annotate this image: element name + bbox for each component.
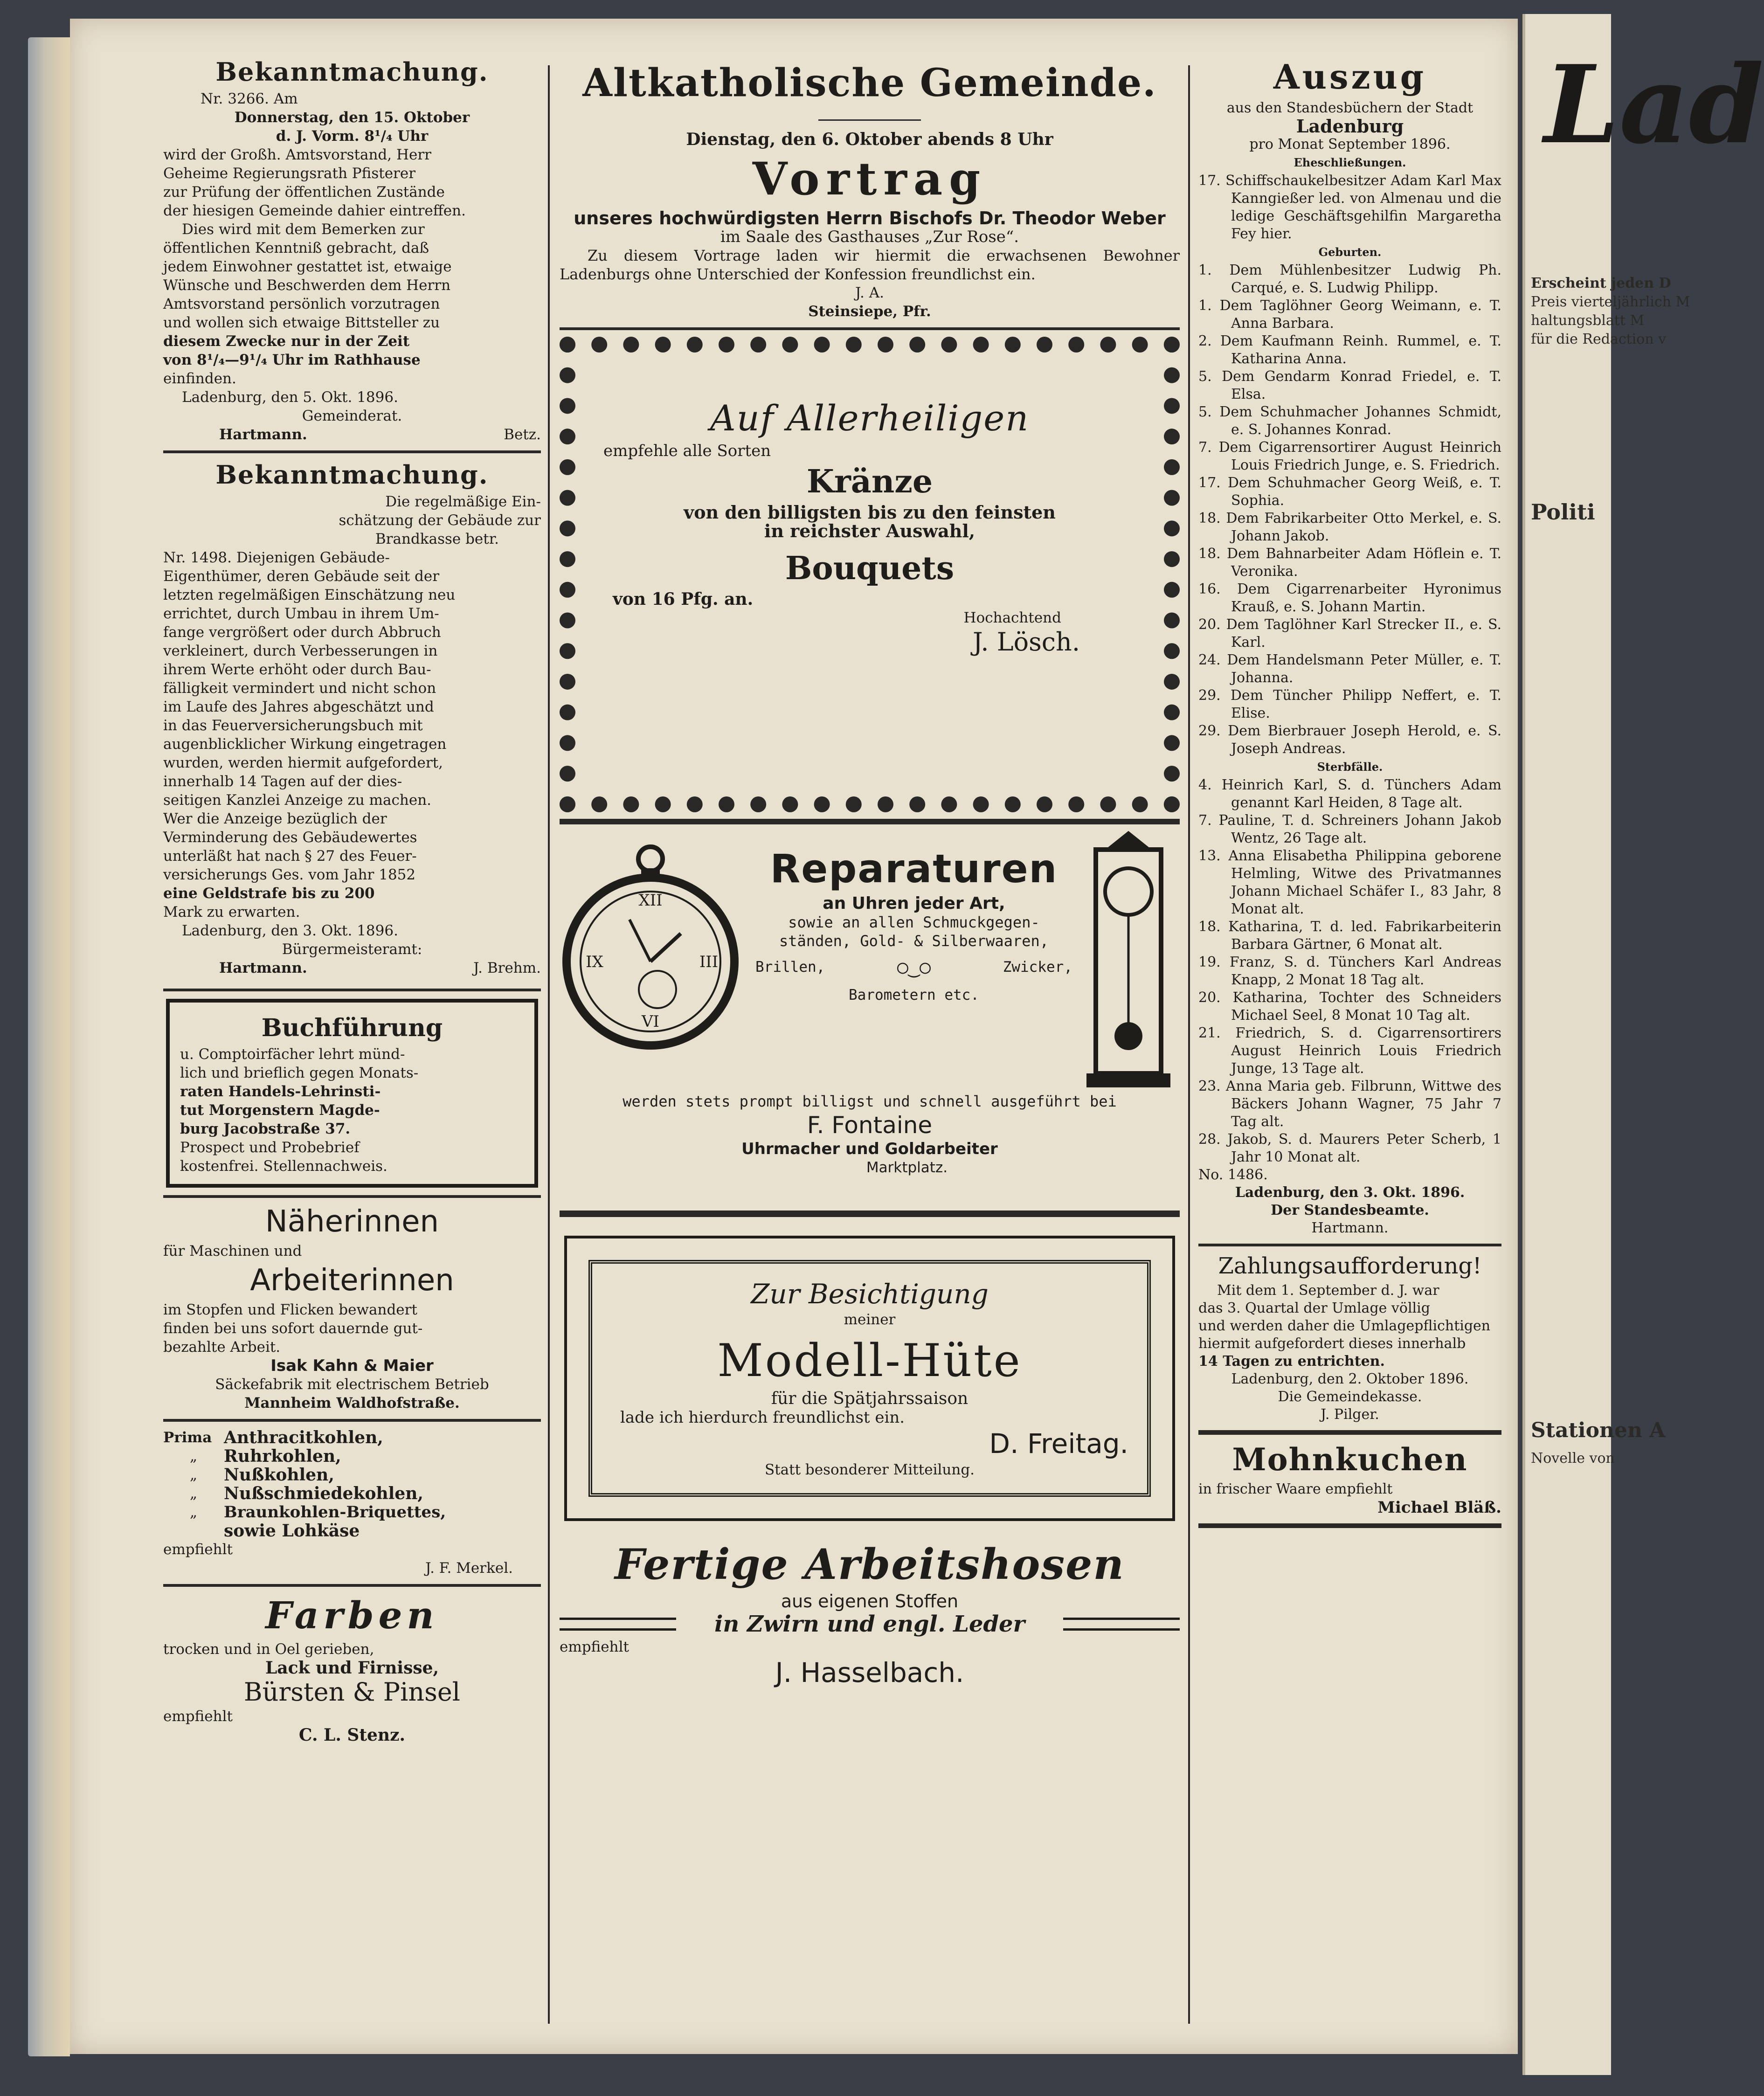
notice-line: einfinden.: [163, 370, 236, 387]
text-fragment: Novelle von: [1531, 1450, 1615, 1467]
notice-date: Ladenburg, den 2. Oktober 1896.: [1231, 1371, 1469, 1387]
ad-line: empfiehlt: [163, 1541, 233, 1558]
notice-line: Wer die Anzeige bezüglich der: [163, 810, 387, 827]
divider: [560, 1211, 1180, 1217]
notice-zahlungsaufforderung: [1198, 1253, 1501, 1424]
register-entry: 28. Jakob, S. d. Maurers Peter Scherb, 1 Jahr 10 Monat alt.: [1198, 1131, 1501, 1165]
notice-line: seitigen Kanzlei Anzeige zu machen.: [163, 792, 432, 809]
section-office: Der Standesbeamte.: [1271, 1202, 1429, 1218]
register-entry: 18. Katharina, T. d. led. Fabrikarbeiterin Barbara Gärtner, 6 Monat alt.: [1198, 919, 1501, 953]
ad-item: Anthracitkohlen,: [224, 1428, 383, 1447]
svg-text:VI: VI: [642, 1012, 659, 1031]
register-entry: 7. Dem Cigarrensortirer August Heinrich Louis Friedrich Junge, e. S. Friedrich.: [1198, 439, 1501, 473]
ad-line: Uhrmacher und Goldarbeiter: [741, 1140, 998, 1158]
notice-line: zur Prüfung der öffentlichen Zustände: [163, 184, 445, 201]
notice-line: das 3. Quartal der Umlage völlig: [1198, 1300, 1430, 1316]
notice-title: Bekanntmachung.: [215, 57, 489, 87]
notice-line: wird der Großh. Amtsvorstand, Herr: [163, 146, 431, 163]
register-entry: 19. Franz, S. d. Tünchers Karl Andreas Knapp, 2 Monat 18 Tag alt.: [1198, 954, 1501, 988]
ad-line: burg Jacobstraße 37.: [180, 1121, 351, 1137]
text-fragment: haltungsblatt M: [1531, 312, 1645, 329]
ad-line: Hochachtend: [963, 609, 1061, 626]
section-heading: Eheschließungen.: [1294, 156, 1406, 169]
ad-item: Nußschmiedekohlen,: [224, 1484, 423, 1503]
section-heading: Sterbfälle.: [1317, 760, 1383, 774]
notice-line: eine Geldstrafe bis zu 200: [163, 885, 375, 902]
section-title: Auszug: [1273, 57, 1427, 97]
text-fragment: Politi: [1531, 499, 1595, 525]
ad-line: unseres hochwürdigsten Herrn Bischofs Dr. Theodor Weber: [574, 208, 1166, 228]
ad-line: lade ich hierdurch freundlichst ein.: [620, 1408, 905, 1427]
ad-line: Prima: [163, 1429, 212, 1446]
ad-title: Fertige Arbeitshosen: [615, 1540, 1125, 1589]
divider: [163, 1195, 541, 1198]
notice-line: Mark zu erwarten.: [163, 904, 300, 920]
ad-item: Nußkohlen,: [224, 1465, 334, 1485]
notice-line: letzten regelmäßigen Einschätzung neu: [163, 587, 456, 603]
column-rule-left: [548, 65, 550, 2024]
ad-title: Modell-Hüte: [717, 1335, 1022, 1387]
notice-line: Nr. 1498. Diejenigen Gebäude-: [163, 549, 390, 566]
notice-subject: Brandkasse betr.: [375, 531, 499, 547]
notice-line: d. J. Vorm. 8¹/₄ Uhr: [276, 128, 429, 145]
ad-line: ständen, Gold- & Silberwaaren,: [779, 932, 1049, 950]
ad-altkatholische-gemeinde: [560, 61, 1180, 321]
signature: Betz.: [504, 426, 541, 443]
notice-line: fange vergrößert oder durch Abbruch: [163, 624, 441, 641]
register-entry: 29. Dem Bierbrauer Joseph Herold, e. S. Joseph Andreas.: [1198, 723, 1501, 757]
notice-title: Bekanntmachung.: [215, 460, 489, 490]
rule-ornament: [1063, 1618, 1180, 1631]
ad-sign: J. F. Merkel.: [425, 1560, 513, 1577]
ad-line: u. Comptoirfächer lehrt münd-: [180, 1046, 405, 1063]
register-entry: 17. Dem Schuhmacher Georg Weiß, e. T. Sophia.: [1198, 475, 1501, 509]
ad-title: Arbeiterinnen: [250, 1263, 454, 1298]
ad-line: Zwicker,: [1003, 959, 1072, 975]
notice-line: im Laufe des Jahres abgeschätzt und: [163, 699, 434, 715]
notice-line: öffentlichen Kenntniß gebracht, daß: [163, 240, 429, 256]
text-fragment: Erscheint jeden D: [1531, 275, 1671, 291]
ad-line: Prospect und Probebrief: [180, 1139, 360, 1156]
ad-title: Näherinnen: [265, 1204, 439, 1239]
register-entry: 20. Katharina, Tochter des Schneiders Michael Seel, 8 Monat 10 Tag alt.: [1198, 989, 1501, 1024]
section-line: pro Monat September 1896.: [1249, 136, 1451, 152]
notice-date: Ladenburg, den 3. Okt. 1896.: [182, 922, 398, 939]
notice-line: Wünsche und Beschwerden dem Herrn: [163, 277, 451, 294]
notice-line: Donnerstag, den 15. Oktober: [234, 109, 470, 126]
notice-line: innerhalb 14 Tagen auf der dies-: [163, 773, 402, 790]
notice-line: Dies wird mit dem Bemerken zur: [182, 221, 425, 238]
ad-line: empfiehlt: [560, 1639, 629, 1655]
ad-title: Auf Allerheiligen: [710, 397, 1030, 439]
ad-kohlen: [163, 1428, 541, 1577]
register-entry: 13. Anna Elisabetha Philippina geborene Helmling, Witwe des Privatmannes Johann Michael Schäfer I., 83 Jahr, 8 Monat alt.: [1198, 848, 1501, 917]
notice-line: und werden daher die Umlagepflichtigen: [1198, 1318, 1491, 1334]
ad-line: sowie an allen Schmuckgegen-: [788, 913, 1040, 931]
signature: J. Brehm.: [473, 960, 541, 976]
divider: [818, 119, 921, 121]
ad-modell-huete: [564, 1236, 1175, 1521]
ad-line: im Saale des Gasthauses „Zur Rose“.: [720, 228, 1019, 246]
middle-column: [560, 51, 1180, 1689]
notice-office: Die Gemeindekasse.: [1278, 1389, 1422, 1405]
ad-line: empfehle alle Sorten: [603, 442, 771, 460]
divider: [1198, 1523, 1501, 1528]
divider: [1198, 1244, 1501, 1246]
notice-line: Geheime Regierungsrath Pfisterer: [163, 165, 416, 182]
notice-office: Bürgermeisteramt:: [282, 941, 422, 958]
divider: [560, 327, 1180, 330]
adjacent-page: [1522, 14, 1764, 2075]
notice-bekanntmachung-1: [163, 57, 541, 444]
ad-mohnkuchen: [1198, 1441, 1501, 1528]
section-heading: Geburten.: [1318, 245, 1382, 259]
notice-line: unterläßt hat nach § 27 des Feuer-: [163, 848, 417, 865]
signature: Hartmann.: [219, 960, 307, 976]
ad-title: Mohnkuchen: [1232, 1441, 1468, 1478]
register-entry: 24. Dem Handelsmann Peter Müller, e. T. Johanna.: [1198, 652, 1501, 686]
divider: [560, 819, 1180, 824]
notice-line: augenblicklicher Wirkung eingetragen: [163, 736, 447, 753]
text-fragment: Stationen A: [1531, 1418, 1666, 1442]
ad-line: Marktplatz.: [866, 1159, 948, 1176]
ad-arbeitshosen: [560, 1540, 1180, 1689]
register-entry: 7. Pauline, T. d. Schreiners Johann Jakob Wentz, 26 Tage alt.: [1198, 812, 1501, 846]
ad-line: empfiehlt: [163, 1708, 233, 1725]
ad-line: aus eigenen Stoffen: [781, 1591, 959, 1612]
ad-line: Zu diesem Vortrage laden wir hiermit die erwachsenen Bewohner Ladenburgs ohne Unterschied der Konfession freundlichst ein.: [560, 247, 1180, 283]
ditto-mark: „: [189, 1504, 198, 1521]
ad-line: kostenfrei. Stellennachweis.: [180, 1158, 387, 1175]
register-entry: 29. Dem Tüncher Philipp Neffert, e. T. Elise.: [1198, 687, 1501, 721]
divider: [1198, 1430, 1501, 1435]
ad-firm: D. Freitag.: [989, 1428, 1128, 1460]
notice-line: der hiesigen Gemeinde dahier eintreffen.: [163, 202, 466, 219]
notice-line: fälligkeit vermindert und nicht schon: [163, 680, 436, 697]
notice-line: Mit dem 1. September d. J. war: [1217, 1282, 1439, 1299]
ad-line: trocken und in Oel gerieben,: [163, 1641, 374, 1658]
notice-title: Zahlungsaufforderung!: [1218, 1253, 1482, 1279]
ad-line: Brillen,: [755, 959, 825, 975]
register-entry: 18. Dem Fabrikarbeiter Otto Merkel, e. S. Johann Jakob.: [1198, 510, 1501, 544]
notice-line: jedem Einwohner gestattet ist, etwaige: [163, 258, 452, 275]
notice-line: 14 Tagen zu entrichten.: [1198, 1353, 1385, 1370]
notice-line: und wollen sich etwaige Bittsteller zu: [163, 314, 440, 331]
text-fragment: für die Redaction v: [1531, 331, 1667, 347]
ad-line: Mannheim Waldhofstraße.: [244, 1395, 460, 1411]
notice-line: ihrem Werte erhöht oder durch Bau-: [163, 661, 431, 678]
ad-line: Dienstag, den 6. Oktober abends 8 Uhr: [686, 130, 1053, 149]
ad-item: Ruhrkohlen,: [224, 1446, 341, 1466]
ad-farben: [163, 1593, 541, 1744]
ad-line: meiner: [844, 1311, 896, 1328]
ad-item: sowie Lohkäse: [224, 1521, 360, 1541]
section-date: Ladenburg, den 3. Okt. 1896.: [1235, 1184, 1465, 1201]
notice-line: wurden, werden hiermit aufgefordert,: [163, 754, 443, 771]
notice-office: Gemeinderat.: [302, 408, 402, 424]
ad-line: von 16 Pfg. an.: [613, 589, 754, 609]
ad-firm: Isak Kahn & Maier: [270, 1356, 434, 1375]
section-line: aus den Standesbüchern der Stadt: [1226, 100, 1473, 116]
ad-firm: F. Fontaine: [807, 1112, 933, 1139]
ad-headline: Kränze: [806, 463, 933, 500]
notice-line: verkleinert, durch Verbesserungen in: [163, 643, 438, 659]
notice-date: Ladenburg, den 5. Okt. 1896.: [182, 389, 398, 406]
svg-text:IX: IX: [586, 953, 603, 971]
ditto-mark: „: [189, 1448, 198, 1465]
signature: J. Pilger.: [1321, 1406, 1379, 1423]
pendulum-clock-icon: [1077, 831, 1180, 1092]
svg-text:III: III: [699, 953, 719, 971]
ad-line: Säckefabrik mit electrischem Betrieb: [215, 1376, 489, 1393]
divider: [163, 450, 541, 453]
ditto-mark: „: [189, 1485, 198, 1502]
ad-title: Altkatholische Gemeinde.: [582, 61, 1157, 105]
ad-title: Reparaturen: [770, 846, 1058, 892]
register-entry: 23. Anna Maria geb. Filbrunn, Wittwe des Bäckers Johann Wagner, 75 Jahr 7 Tag alt.: [1198, 1078, 1501, 1130]
rule-ornament: [560, 1618, 676, 1631]
ad-firm: J. Hasselbach.: [775, 1657, 964, 1688]
ad-item: Braunkohlen-Briquettes,: [224, 1503, 446, 1522]
ad-sign: J. Lösch.: [972, 627, 1080, 657]
ad-line: von den billigsten bis zu den feinsten: [684, 502, 1056, 523]
ad-line: J. A.: [855, 284, 884, 301]
auszug-standesbuecher: [1198, 57, 1501, 1237]
svg-text:XII: XII: [638, 891, 663, 910]
register-entry: 18. Dem Bahnarbeiter Adam Höflein e. T. Veronika.: [1198, 546, 1501, 580]
signature: Hartmann.: [219, 426, 307, 443]
column-rule-right: [1188, 65, 1190, 2024]
ad-line: in reichster Auswahl,: [764, 520, 975, 541]
ad-line: finden bei uns sofort dauernde gut-: [163, 1320, 423, 1337]
register-entry: 5. Dem Gendarm Konrad Friedel, e. T. Elsa.: [1198, 368, 1501, 402]
left-column: [163, 51, 541, 1744]
notice-line: Nr. 3266. Am: [201, 90, 298, 107]
ad-line: raten Handels-Lehrinsti-: [180, 1083, 381, 1100]
ad-line: werden stets prompt billigst und schnell ausgeführt bei: [623, 1093, 1117, 1110]
notice-bekanntmachung-2: [163, 460, 541, 977]
register-entry: 4. Heinrich Karl, S. d. Tünchers Adam genannt Karl Heiden, 8 Tage alt.: [1198, 777, 1501, 811]
notice-line: Amtsvorstand persönlich vorzutragen: [163, 296, 440, 312]
ad-naeherinnen: [163, 1204, 541, 1412]
ad-line: in frischer Waare empfiehlt: [1198, 1481, 1393, 1497]
pocket-watch-icon: [560, 840, 741, 1036]
ad-line: tut Morgenstern Magde-: [180, 1102, 380, 1119]
spectacles-icon: ○‿○: [897, 956, 931, 978]
ad-line: bezahlte Arbeit.: [163, 1339, 281, 1356]
ad-line: Statt besonderer Mitteilung.: [764, 1461, 975, 1478]
register-entry: 20. Dem Taglöhner Karl Strecker II., e. S. Karl.: [1198, 616, 1501, 650]
ad-line: im Stopfen und Flicken bewandert: [163, 1301, 417, 1318]
ad-line: Bürsten & Pinsel: [243, 1677, 461, 1707]
ditto-mark: „: [189, 1467, 198, 1483]
notice-subject: Die regelmäßige Ein-: [385, 493, 541, 510]
ad-sign: Steinsiepe, Pfr.: [808, 303, 931, 320]
ad-reparaturen: [560, 831, 1180, 1204]
divider: [163, 1419, 541, 1422]
signature: Hartmann.: [1311, 1220, 1389, 1236]
right-column: [1198, 51, 1501, 1535]
ad-line: Lack und Firnisse,: [265, 1658, 439, 1678]
ad-line: für Maschinen und: [163, 1243, 302, 1259]
ad-allerheiligen: [560, 337, 1180, 812]
notice-line: Eigenthümer, deren Gebäude seit der: [163, 568, 440, 585]
notice-line: von 8¹/₄—9¹/₄ Uhr im Rathhause: [163, 352, 421, 368]
notice-line: in das Feuerversicherungsbuch mit: [163, 717, 423, 734]
ad-title: Farben: [265, 1593, 439, 1637]
register-entry: 17. Schiffschaukelbesitzer Adam Karl Max Kanngießer led. von Almenau und die ledige Geschäftsgehilfin Margaretha Fey hier.: [1198, 173, 1501, 242]
register-entry: 1. Dem Mühlenbesitzer Ludwig Ph. Carqué, e. S. Ludwig Philipp.: [1198, 262, 1501, 296]
ad-line: lich und brieflich gegen Monats-: [180, 1065, 419, 1081]
notice-subject: schätzung der Gebäude zur: [339, 512, 541, 529]
register-number: No. 1486.: [1198, 1167, 1268, 1183]
ad-sign: Michael Bläß.: [1377, 1498, 1501, 1517]
masthead-fragment: Lad: [1544, 42, 1764, 168]
ad-line: Barometern etc.: [849, 987, 979, 1003]
register-entry: 16. Dem Cigarrenarbeiter Hyronimus Krauß, e. S. Johann Martin.: [1198, 581, 1501, 615]
register-entry: 2. Dem Kaufmann Reinh. Rummel, e. T. Katharina Anna.: [1198, 333, 1501, 367]
notice-line: diesem Zwecke nur in der Zeit: [163, 333, 410, 350]
divider: [163, 989, 541, 991]
text-fragment: Preis vierteljährlich M: [1531, 294, 1690, 310]
notice-line: hiermit aufgefordert dieses innerhalb: [1198, 1335, 1466, 1352]
ad-buchfuehrung: [166, 999, 538, 1188]
section-line: Ladenburg: [1296, 116, 1404, 137]
ad-line: in Zwirn und engl. Leder: [714, 1611, 1025, 1637]
ad-headline: Vortrag: [752, 152, 987, 205]
book-edge: [28, 37, 70, 2056]
notice-line: errichtet, durch Umbau in ihrem Um-: [163, 605, 439, 622]
divider: [163, 1584, 541, 1587]
register-entry: 5. Dem Schuhmacher Johannes Schmidt, e. S. Johannes Konrad.: [1198, 404, 1501, 438]
notice-line: Verminderung des Gebäudewertes: [163, 829, 417, 846]
register-entry: 1. Dem Taglöhner Georg Weimann, e. T. Anna Barbara.: [1198, 297, 1501, 332]
ad-title: Buchführung: [261, 1014, 443, 1042]
ad-line: an Uhren jeder Art,: [823, 894, 1005, 913]
ad-headline: Bouquets: [785, 550, 955, 587]
ad-line: Zur Besichtigung: [751, 1278, 989, 1310]
register-entry: 21. Friedrich, S. d. Cigarrensortirers August Heinrich Louis Friedrich Junge, 13 Tage alt.: [1198, 1025, 1501, 1077]
ad-sign: C. L. Stenz.: [298, 1725, 406, 1745]
notice-line: versicherungs Ges. vom Jahr 1852: [163, 866, 416, 883]
ad-line: für die Spätjahrssaison: [771, 1389, 968, 1408]
